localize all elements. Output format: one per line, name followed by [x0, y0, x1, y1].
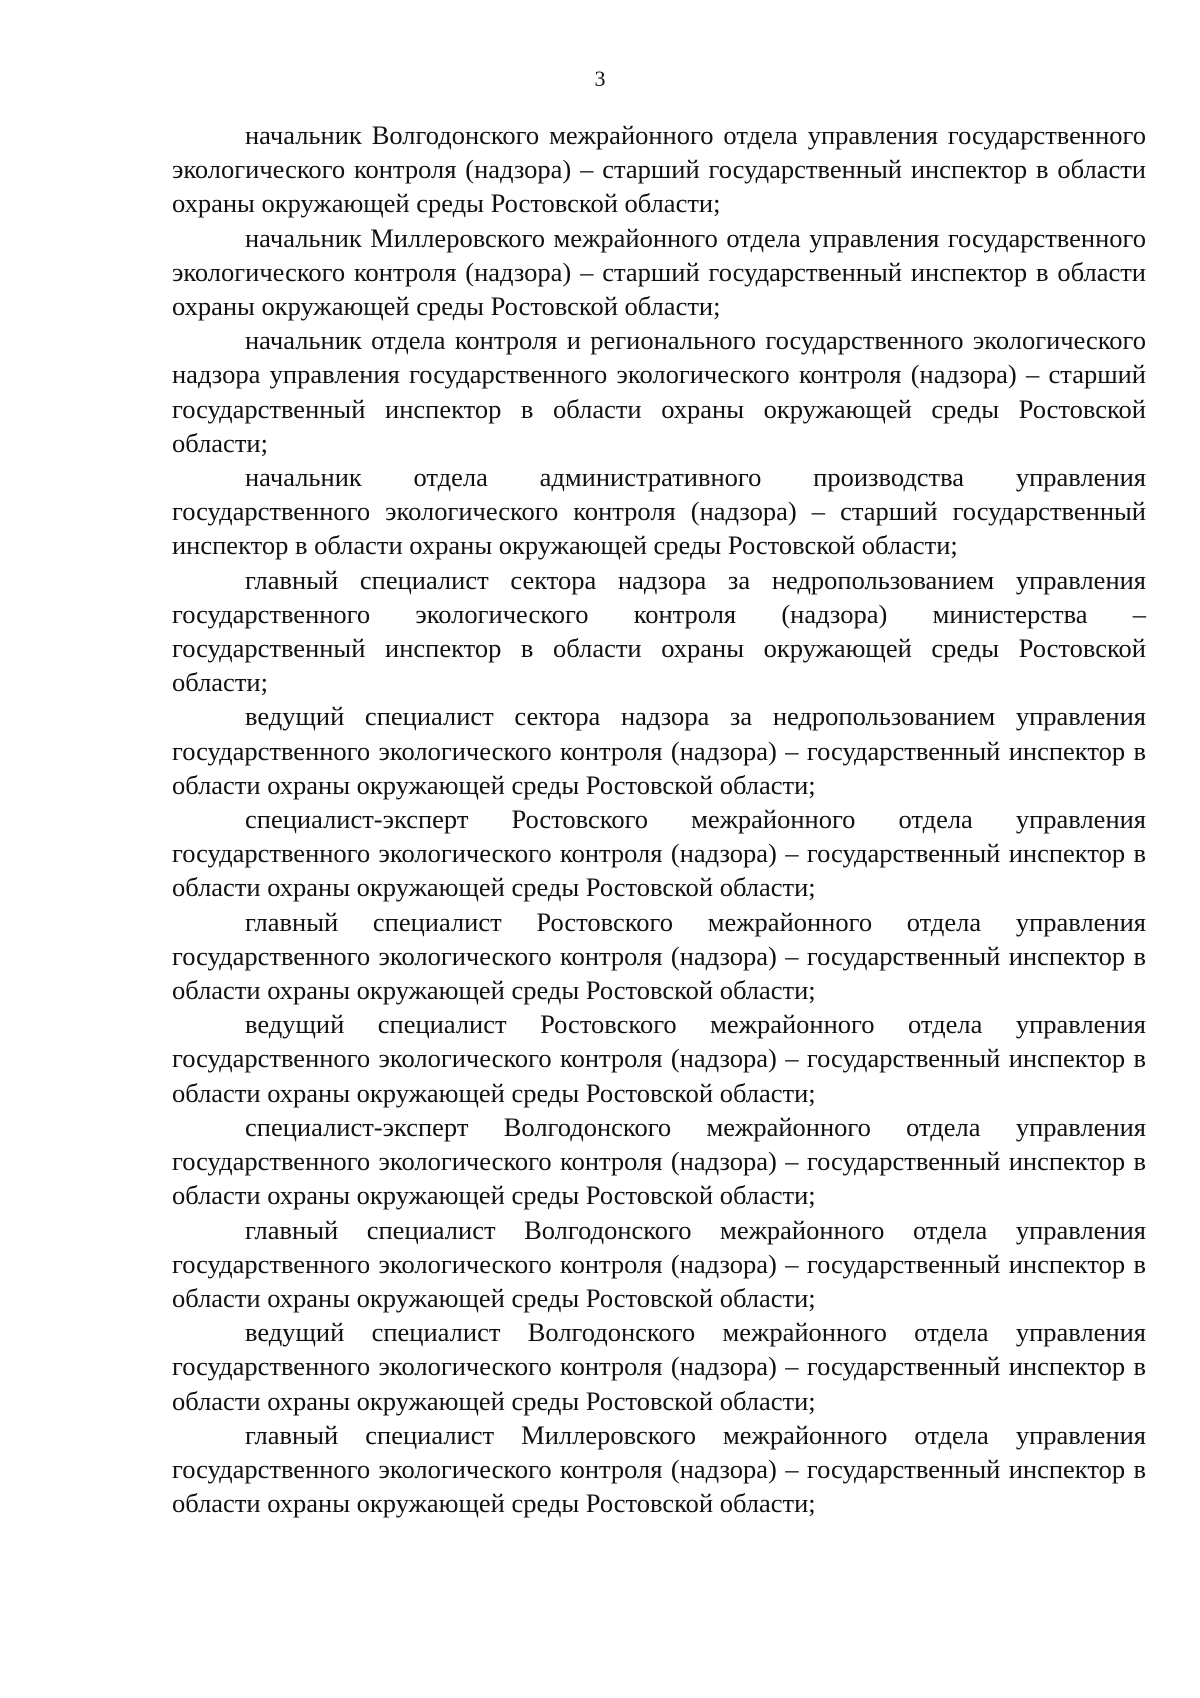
paragraph: начальник Волгодонского межрайонного отдела управления государственного экологического контроля (надзора) – старший государственный инспектор в области охраны окружающей среды Ростовской области; — [172, 120, 1146, 219]
paragraph: ведущий специалист Ростовского межрайонного отдела управления государственного экологического контроля (надзора) – государственный инспектор в области охраны окружающей среды Ростовской области; — [172, 1009, 1146, 1108]
paragraph: главный специалист сектора надзора за недропользованием управления государственного экологического контроля (надзора) министерства – государственный инспектор в области охраны окружающей среды Ростовской области; — [172, 564, 1146, 698]
paragraph: специалист-эксперт Ростовского межрайонного отдела управления государственного экологического контроля (надзора) – государственный инспектор в области охраны окружающей среды Ростовской области; — [172, 804, 1146, 903]
paragraph: ведущий специалист Волгодонского межрайонного отдела управления государственного экологического контроля (надзора) – государственный инспектор в области охраны окружающей среды Ростовской области; — [172, 1317, 1146, 1416]
paragraph: начальник отдела контроля и регионального государственного экологического надзора управления государственного экологического контроля (надзора) – старший государственный инспектор в области охраны окружающей среды Ростовской области; — [172, 325, 1146, 458]
page-number: 3 — [594, 66, 606, 91]
paragraph: главный специалист Волгодонского межрайонного отдела управления государственного экологического контроля (надзора) – государственный инспектор в области охраны окружающей среды Ростовской области; — [172, 1214, 1146, 1313]
paragraph: ведущий специалист сектора надзора за недропользованием управления государственного экологического контроля (надзора) – государственный инспектор в области охраны окружающей среды Ростовской области; — [172, 701, 1146, 800]
paragraph: начальник отдела административного производства управления государственного экологического контроля (надзора) – старший государственный инспектор в области охраны окружающей среды Ростовской области; — [172, 462, 1146, 561]
document-body — [172, 118, 1146, 1520]
paragraph: начальник Миллеровского межрайонного отдела управления государственного экологического контроля (надзора) – старший государственный инспектор в области охраны окружающей среды Ростовской области; — [172, 222, 1146, 322]
paragraph: специалист-эксперт Волгодонского межрайонного отдела управления государственного экологического контроля (надзора) – государственный инспектор в области охраны окружающей среды Ростовской области; — [172, 1111, 1146, 1211]
paragraph: главный специалист Миллеровского межрайонного отдела управления государственного экологического контроля (надзора) – государственный инспектор в области охраны окружающей среды Ростовской области; — [172, 1419, 1146, 1519]
paragraph: главный специалист Ростовского межрайонного отдела управления государственного экологического контроля (надзора) – государственный инспектор в области охраны окружающей среды Ростовской области; — [172, 906, 1146, 1006]
